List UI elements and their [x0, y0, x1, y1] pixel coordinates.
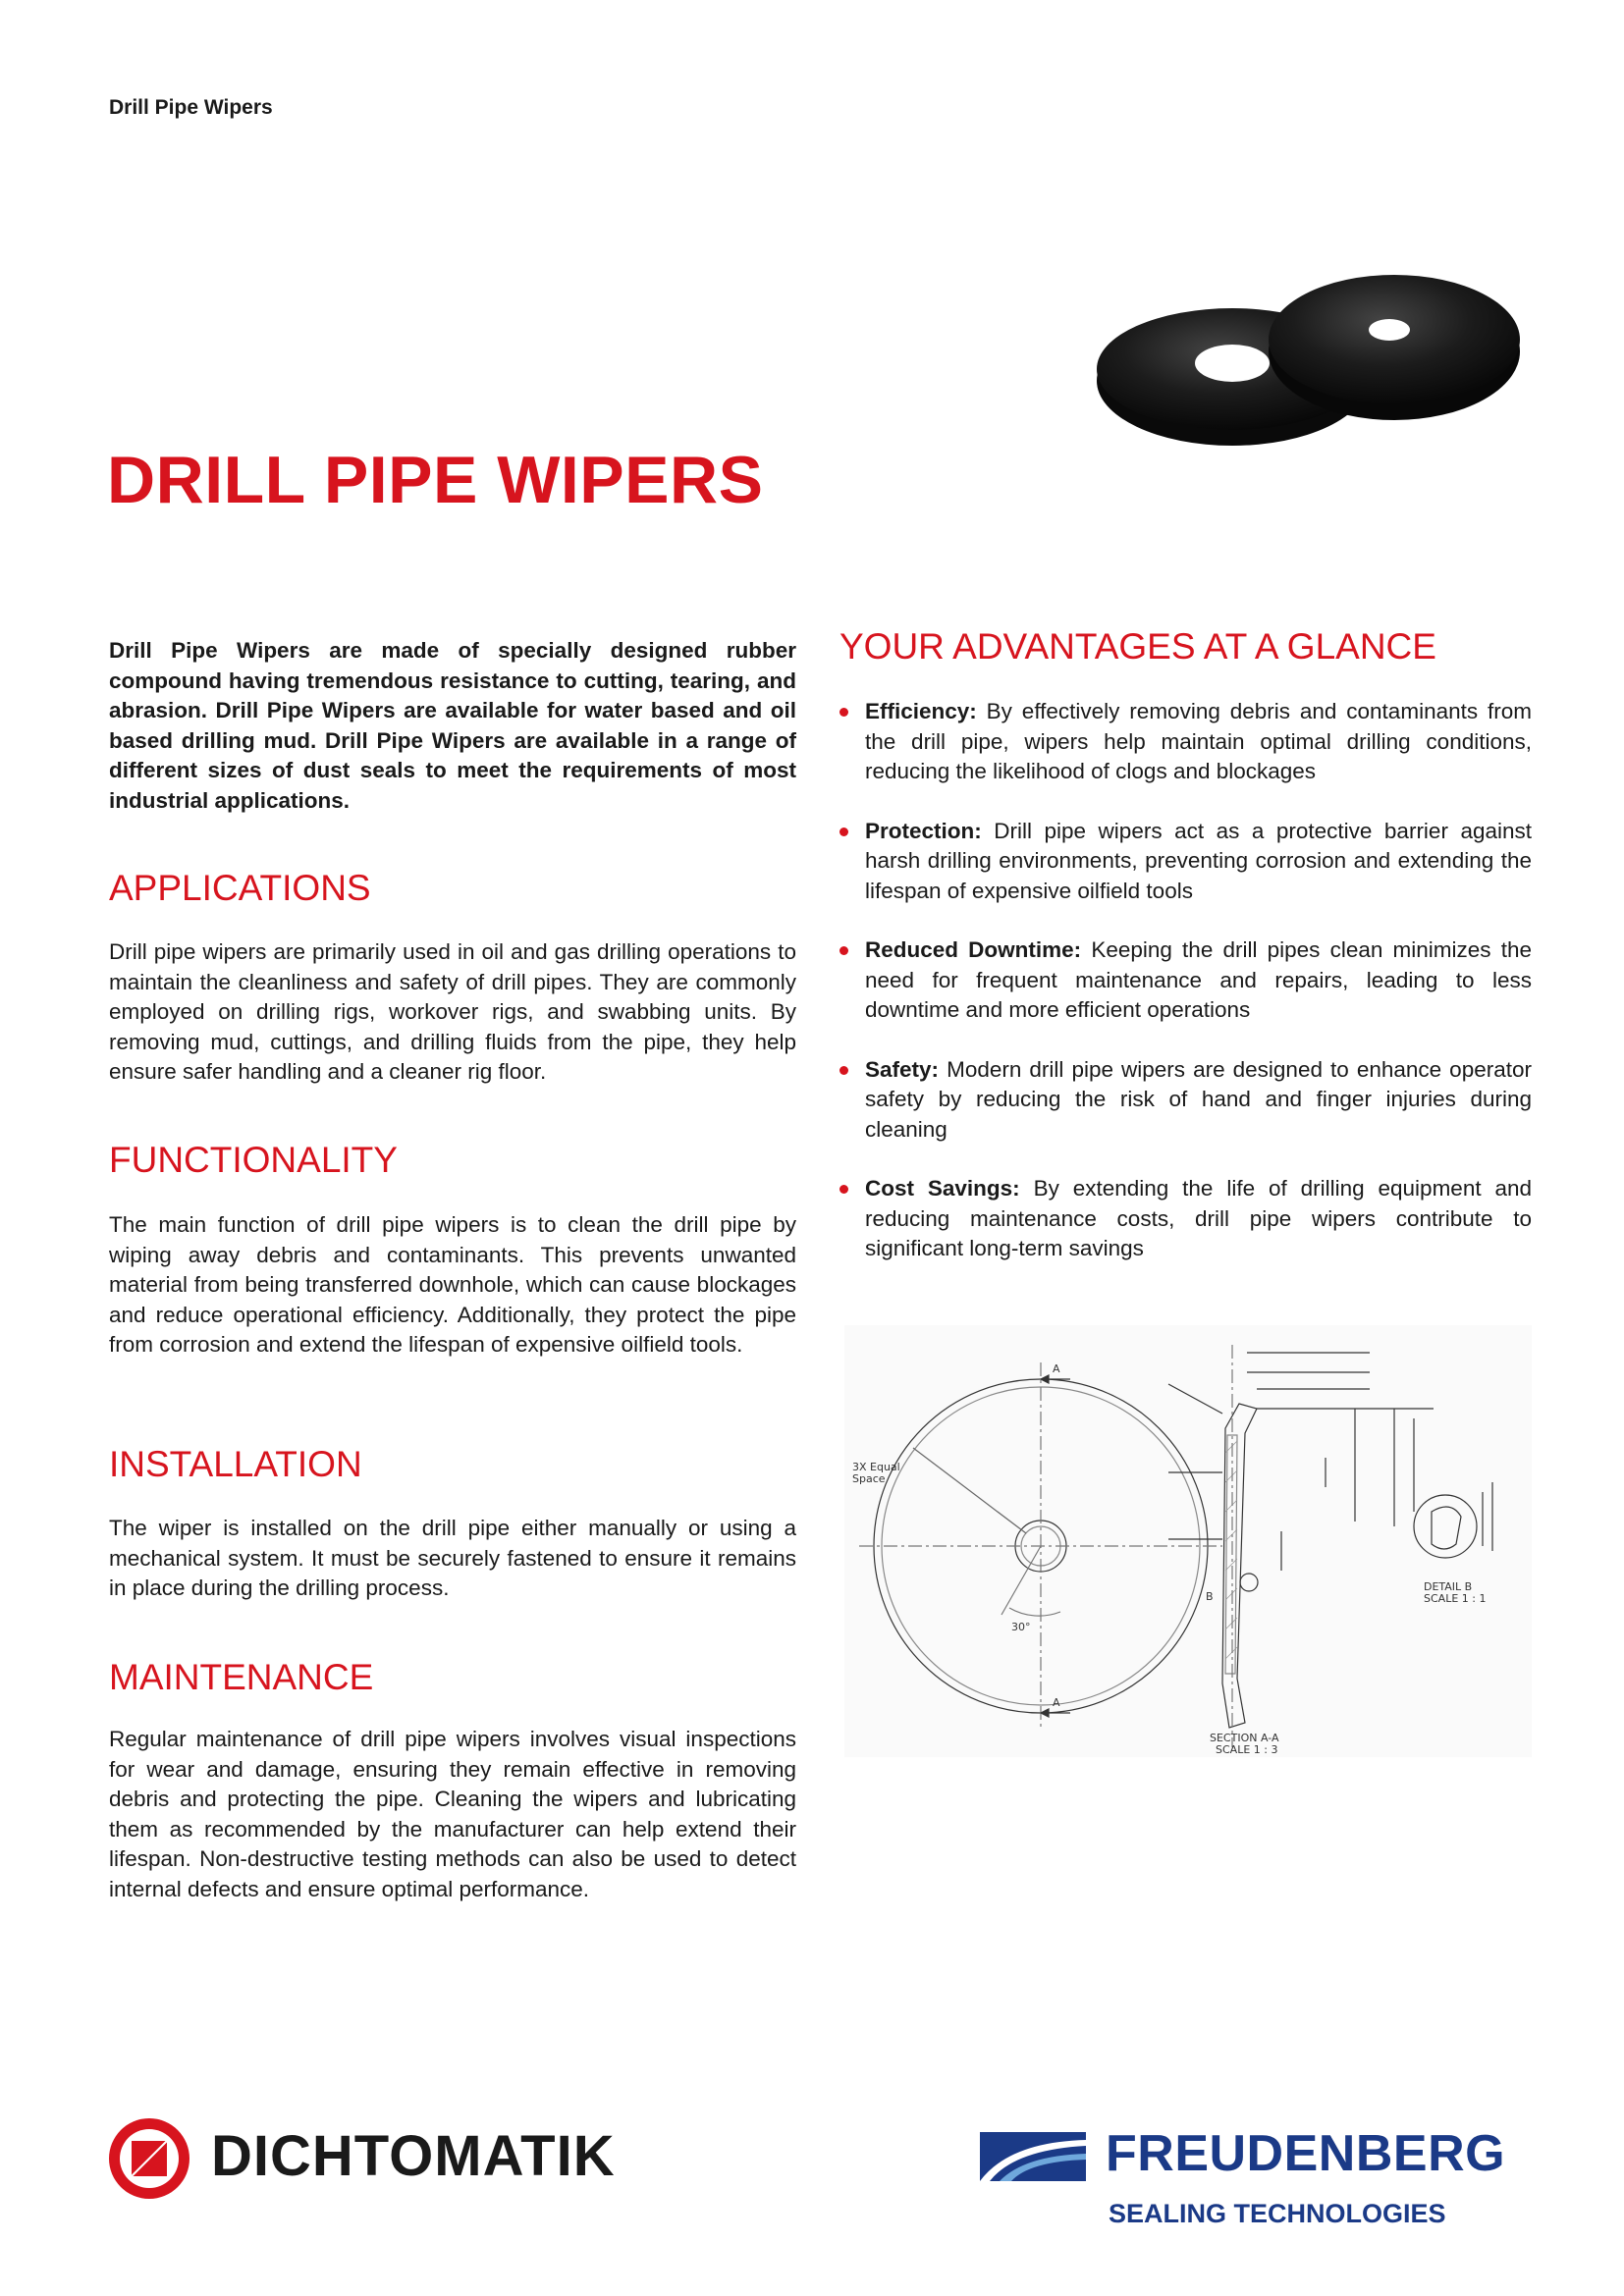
- drawing-label-equal-1: 3X Equal: [852, 1461, 900, 1473]
- advantage-item-reduced-downtime: [839, 935, 1532, 1026]
- installation-heading: INSTALLATION: [109, 1444, 362, 1484]
- drawing-label-b: B: [1206, 1590, 1214, 1603]
- drawing-label-section-2: SCALE 1 : 3: [1216, 1743, 1278, 1756]
- bullet-icon: [839, 828, 848, 836]
- functionality-heading: FUNCTIONALITY: [109, 1140, 398, 1180]
- dichtomatik-logo-text: DICHTOMATIK: [211, 2124, 616, 2188]
- advantage-term: Reduced Downtime:: [865, 937, 1082, 962]
- dichtomatik-logo-icon: [107, 2116, 191, 2201]
- bullet-icon: [839, 1066, 848, 1075]
- drawing-label-a-top: A: [1053, 1362, 1060, 1375]
- maintenance-heading: MAINTENANCE: [109, 1657, 374, 1697]
- advantage-text: Drill pipe wipers act as a protective barrier against harsh drilling environments, preventing corrosion and extending the lifespan of expensive oilfield tools: [865, 818, 1532, 903]
- installation-body: The wiper is installed on the drill pipe either manually or using a mechanical system. It must be securely fastened to ensure it remains in place during the drilling process.: [109, 1516, 796, 1600]
- drawing-label-equal-2: Space: [852, 1472, 886, 1485]
- advantage-item-cost-savings: [839, 1174, 1532, 1264]
- applications-body: Drill pipe wipers are primarily used in oil and gas drilling operations to maintain the cleanliness and safety of drill pipes. They are commonly employed on drilling rigs, workover rigs, and swabbing units. By removing mud, cuttings, and drilling fluids from the pipe, they help ensure safer handling and a cleaner rig floor.: [109, 939, 796, 1084]
- freudenberg-wave-icon: [980, 2132, 1086, 2181]
- drawing-label-a-bottom: A: [1053, 1696, 1060, 1709]
- freudenberg-logo-text: FREUDENBERG: [1106, 2125, 1506, 2182]
- advantage-term: Cost Savings:: [865, 1176, 1020, 1201]
- technical-drawing: [844, 1325, 1532, 1757]
- advantage-item-safety: [839, 1055, 1532, 1146]
- bullet-icon: [839, 708, 848, 717]
- advantages-heading: YOUR ADVANTAGES AT A GLANCE: [839, 626, 1436, 667]
- page-title: DRILL PIPE WIPERS: [107, 443, 764, 517]
- advantage-text: By extending the life of drilling equipment and reducing maintenance costs, drill pipe wipers contribute to significant long-term savings: [865, 1176, 1533, 1260]
- advantage-text: Modern drill pipe wipers are designed to enhance operator safety by reducing the risk of hand and finger injuries during cleaning: [865, 1056, 1532, 1142]
- bullet-icon: [839, 946, 848, 955]
- advantage-term: Efficiency:: [865, 699, 977, 723]
- functionality-body: The main function of drill pipe wipers is to clean the drill pipe by wiping away debris and contaminants. This prevents unwanted material from being transferred downhole, which can cause blockages and reduce operational efficiency. Additionally, they protect the pipe from corrosion and extend the lifespan of expensive oilfield tools.: [109, 1212, 796, 1357]
- drawing-label-section-1: SECTION A-A: [1210, 1732, 1279, 1744]
- advantage-term: Protection:: [865, 818, 982, 843]
- advantage-term: Safety:: [865, 1056, 940, 1082]
- intro-paragraph: Drill Pipe Wipers are made of specially designed rubber compound having tremendous resistance to cutting, tearing, and abrasion. Drill Pipe Wipers are available for water based and oil based drilling mud. Drill Pipe Wipers are available in a range of different sizes of dust seals to meet the requirements of most industrial applications.: [109, 638, 796, 813]
- advantage-item-efficiency: [839, 697, 1532, 787]
- advantages-list: [839, 697, 1532, 1294]
- freudenberg-logo-subtext: SEALING TECHNOLOGIES: [1109, 2199, 1446, 2228]
- advantage-text: By effectively removing debris and contaminants from the drill pipe, wipers help maintain optimal drilling conditions, reducing the likelihood of clogs and blockages: [865, 699, 1532, 783]
- rubber-wiper-discs-photo: [1090, 206, 1532, 501]
- drawing-label-angle: 30°: [1011, 1621, 1031, 1633]
- maintenance-body: Regular maintenance of drill pipe wipers involves visual inspections for wear and damage, ensuring they remain effective in removing debris and protecting the pipe. Cleaning the wipers and lubricating them as recommended by the manufacturer can help extend their lifespan. Non-destructive testing methods can also be used to detect internal defects and ensure optimal performance.: [109, 1727, 796, 1901]
- drawing-label-detail-1: DETAIL B: [1424, 1580, 1473, 1593]
- advantage-text: Keeping the drill pipes clean minimizes the need for frequent maintenance and repairs, leading to less downtime and more efficient operations: [865, 937, 1532, 1022]
- bullet-icon: [839, 1185, 848, 1194]
- drawing-label-detail-2: SCALE 1 : 1: [1424, 1592, 1487, 1605]
- document-header-label: Drill Pipe Wipers: [109, 96, 273, 119]
- applications-heading: APPLICATIONS: [109, 868, 371, 908]
- advantage-item-protection: [839, 817, 1532, 907]
